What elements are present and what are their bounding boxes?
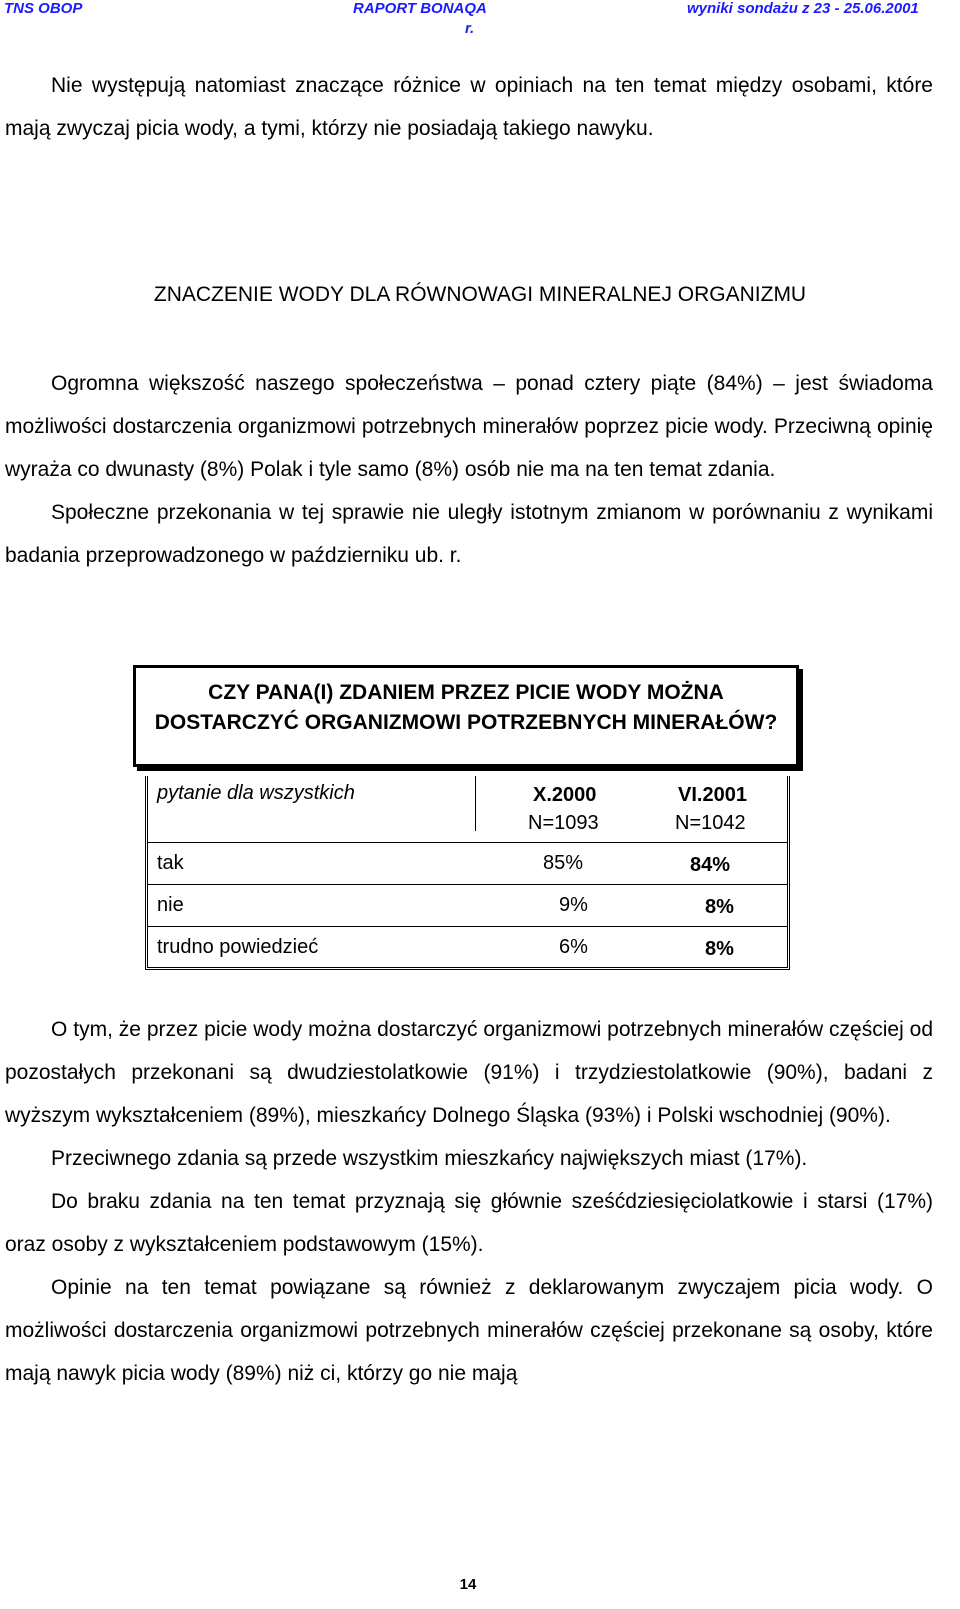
row-label: nie bbox=[157, 894, 184, 916]
table-subheader: pytanie dla wszystkich bbox=[157, 782, 355, 804]
header-center: RAPORT BONAQA bbox=[353, 0, 487, 17]
paragraph: Do braku zdania na ten temat przyznają się głównie sześćdziesięciolatkowie i starsi (17%) oraz osoby z wykształceniem podstawowym (15%). bbox=[5, 1190, 933, 1256]
row-value-2001: 8% bbox=[705, 938, 734, 960]
row-divider bbox=[148, 842, 787, 843]
bottom-text bbox=[5, 1008, 933, 1395]
row-value-2000: 6% bbox=[559, 936, 588, 958]
row-divider bbox=[148, 884, 787, 885]
row-value-2000: 85% bbox=[543, 852, 584, 874]
col-2001-n: N=1042 bbox=[675, 812, 746, 834]
intro-text bbox=[5, 64, 933, 150]
section-heading: ZNACZENIE WODY DLA RÓWNOWAGI MINERALNEJ ORGANIZMU bbox=[153, 283, 807, 306]
paragraph: Ogromna większość naszego społeczeństwa – ponad cztery piąte (84%) – jest świadoma możliwości dostarczenia organizmowi potrzebnych minerałów poprzez picie wody. Przeciwną opinię wyraża co dwunasty (8%) Polak i tyle samo (8%) osób nie ma na ten temat zdania. bbox=[5, 372, 933, 481]
header-center-suffix: r. bbox=[465, 20, 475, 37]
paragraph: Przeciwnego zdania są przede wszystkim mieszkańcy największych miast (17%). bbox=[51, 1147, 808, 1170]
top-text bbox=[5, 362, 933, 577]
col-2000-header: X.2000 bbox=[533, 784, 597, 806]
col-2001-header: VI.2001 bbox=[678, 784, 747, 806]
table-question: CZY PANA(I) ZDANIEM PRZEZ PICIE WODY MOŻNA DOSTARCZYĆ ORGANIZMOWI POTRZEBNYCH MINERAŁÓW? bbox=[154, 681, 778, 734]
table-question-box bbox=[133, 665, 799, 767]
row-value-2001: 84% bbox=[690, 854, 731, 876]
page-number: 14 bbox=[459, 1576, 477, 1593]
paragraph: Społeczne przekonania w tej sprawie nie uległy istotnym zmianom w porównaniu z wynikami badania przeprowadzonego w październiku ub. r. bbox=[5, 501, 933, 567]
row-label: tak bbox=[157, 852, 184, 874]
row-value-2001: 8% bbox=[705, 896, 734, 918]
results-table bbox=[145, 776, 790, 970]
col-2000-n: N=1093 bbox=[528, 812, 599, 834]
intro-paragraph: Nie występują natomiast znaczące różnice w opiniach na ten temat między osobami, które mają zwyczaj picia wody, a tymi, którzy nie posiadają takiego nawyku. bbox=[5, 74, 933, 140]
header-right: wyniki sondażu z 23 - 25.06.2001 bbox=[687, 0, 919, 17]
header-left: TNS OBOP bbox=[4, 0, 83, 17]
row-label: trudno powiedzieć bbox=[157, 936, 319, 958]
table-divider bbox=[475, 776, 476, 831]
row-divider bbox=[148, 926, 787, 927]
paragraph: O tym, że przez picie wody można dostarczyć organizmowi potrzebnych minerałów częściej od pozostałych przekonani są dwudziestolatkowie (91%) i trzydziestolatkowie (90%), badani z wyższym wykształceniem (89%), mieszkańcy Dolnego Śląska (93%) i Polski wschodniej (90%). bbox=[5, 1018, 933, 1127]
page-header bbox=[0, 0, 960, 44]
paragraph: Opinie na ten temat powiązane są również z deklarowanym zwyczajem picia wody. O możliwości dostarczenia organizmowi potrzebnych minerałów częściej przekonane są osoby, które mają nawyk picia wody (89%) niż ci, którzy go nie mają bbox=[5, 1276, 933, 1385]
row-value-2000: 9% bbox=[559, 894, 588, 916]
